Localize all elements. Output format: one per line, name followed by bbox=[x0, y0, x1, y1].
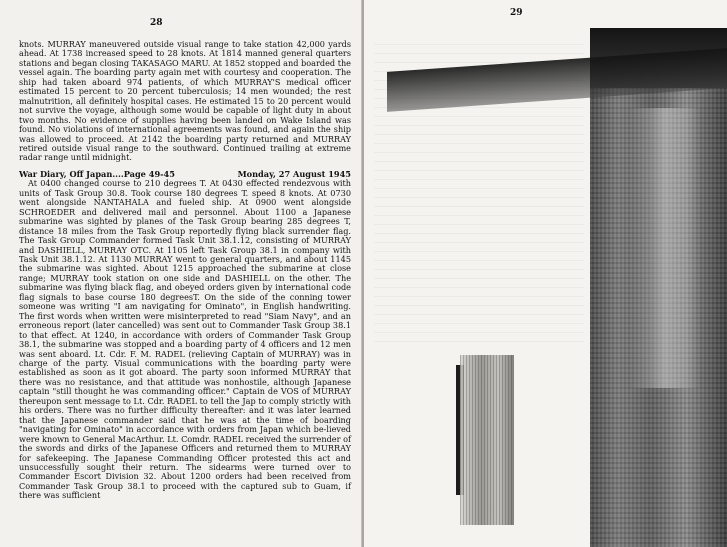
left-page-text bbox=[19, 40, 351, 501]
photo-highlight bbox=[630, 108, 700, 388]
submarine-photo bbox=[590, 28, 727, 547]
right-page bbox=[364, 0, 727, 547]
page-number-left: 28 bbox=[150, 18, 163, 28]
paragraph-entry: At 0400 changed course to 210 degrees T. At 0430 effected rendezvous with units of Task Group 30.8. Took course 180 degrees T. speed 8 knots. At 0730 went alongside NANTAHALA and fueled ship. At 0900 went alongside SCHROEDER and delivered mail and personnel. About 1100 a Japanese submarine was sighted by planes of the Task Group bearing 285 degrees T, distance 18 miles from the Task Group reportedly flying black surrender flag. The Task Group Commander formed Task Unit 38.1.12, consisting of MURRAY and DASHIELL, MURRAY OTC. At 1105 left Task Group 38.1 in company with Task Unit 38.1.12. At 1130 MURRAY went to general quarters, and about 1145 the submarine was sighted. About 1215 approached the submarine at close range; MURRAY took station on one side and DASHIELL on the other. The submarine was flying black flag, and obeyed orders given by international code flag signals to base course 180 degreesT. On the side of the conning tower someone was writing "I am navigating for Ominato", in English handwriting. The first words when written were misinterpreted to read "Siam Navy", and an erroneous report (later cancelled) was sent out to Commander Task Group 38.1 to that effect. At 1240, in accordance with orders of Commander Task Group 38.1, the submarine was stopped and a boarding party of 4 officers and 12 men was sent aboard. Lt. Cdr. F. M. RADEL (relieving Captain of MURRAY) was in charge of the party. Visual communications with the boarding party were established as soon as it got aboard. The party soon informed MURRAY that there was no resistance, and that attitude was nonhostile, although Japanese captain "still thought he was commanding officer." Captain de VOS of MURRAY thereupon sent message to Lt. Cdr. RADEL to tell the Jap to comply strictly with his orders. There was no further difficulty thereafter: and it was later learned that the Japanese commander said that he was at the time of boarding "navigating for Ominato" in accordance with orders from Japan which be-lieved were known to General MacArthur. Lt. Comdr. RADEL received the surrender of the swords and dirks of the Japanese Officers and returned them to MURRAY for safekeeping. The Japanese Commanding Officer protested this act and unsuccessfully sought their return. The sidearms were turned over to Commander Escort Division 32. About 1200 orders had been received from Commander Task Group 38.1 to proceed with the captured sub to Guam, if there was sufficient bbox=[19, 178, 351, 501]
left-page bbox=[0, 0, 362, 547]
paragraph-continuation: knots. MURRAY maneuvered outside visual range to take station 42,000 yards ahead. At 1738 increased speed to 28 knots. At 1814 manned general quarters stations and began closing TAKASAGO MARU. At 1852 stopped and boarded the vessel again. The boarding party again met with courtesy and cooperation. The ship had taken aboard 974 patients, of which MURRAY'S medical officer estimated 15 percent to 20 percent tuberculosis; 14 men wounded; the rest malnutrition, all definitely hospital cases. He estimated 15 to 20 percent would not survive the voyage, although some would be capable of light duty in about two months. No evidence of supplies having been landed on Wake Island was found. No violations of international agreements was found, and again the ship was allowed to proceed. At 2142 the boarding party returned and MURRAY retired outside visual range to the southward. Continued trailing at extreme radar range until midnight. bbox=[19, 39, 351, 163]
entry-title: War Diary, Off Japan....Page 49-45 bbox=[19, 168, 175, 179]
entry-date: Monday, 27 August 1945 bbox=[237, 168, 351, 179]
page-number-right: 29 bbox=[510, 8, 523, 18]
photo-fragment bbox=[460, 355, 514, 525]
